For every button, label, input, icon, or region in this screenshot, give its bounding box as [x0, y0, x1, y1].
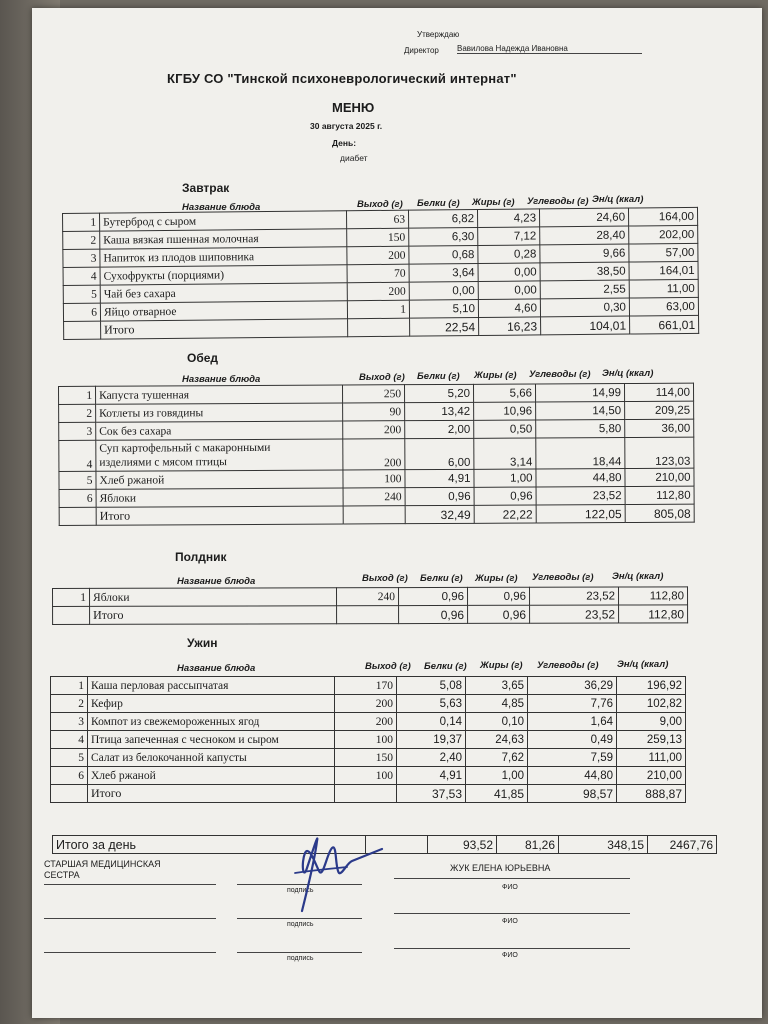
row-number: 6 — [63, 303, 100, 321]
dish-kcal: 9,00 — [617, 713, 686, 731]
role-line — [44, 952, 216, 953]
dish-name — [100, 211, 347, 231]
dish-fat: 0,10 — [466, 713, 528, 731]
fio-line — [394, 878, 630, 879]
col-protein-header: Белки (г) — [417, 198, 460, 209]
dish-output: 90 — [343, 403, 405, 421]
dish-kcal: 114,00 — [624, 383, 693, 401]
dish-fat: 0,96 — [467, 587, 529, 605]
dish-name-text: Яйцо отварное — [103, 305, 177, 319]
dish-fat: 7,12 — [478, 227, 540, 246]
dish-name-text: Кефир — [91, 697, 123, 710]
dish-name-text: Каша перловая рассыпчатая — [91, 679, 229, 692]
day-label: День: — [332, 138, 357, 148]
row-number: 5 — [59, 471, 96, 489]
total-label: Итого — [90, 606, 337, 625]
total-label: Итого — [96, 506, 343, 525]
row-number: 1 — [53, 588, 90, 606]
dish-name — [96, 470, 343, 489]
total-carbs: 23,52 — [530, 605, 619, 623]
col-carbs-header: Углеводы (г) — [527, 196, 589, 207]
dish-output: 240 — [343, 488, 405, 506]
dish-carbs: 1,64 — [528, 713, 617, 731]
dish-output: 70 — [347, 264, 409, 283]
sign-line — [237, 952, 362, 953]
menu-sheet — [32, 8, 762, 1018]
dinner-table — [50, 676, 686, 803]
dish-name-text: Хлеб ржаной — [91, 769, 156, 782]
dish-name-text: Чай без сахара — [103, 287, 176, 301]
total-carbs: 122,05 — [536, 505, 625, 523]
dish-output: 200 — [343, 421, 405, 439]
dish-name — [100, 301, 347, 321]
fio-line — [394, 948, 630, 949]
sign-caption: подпись — [287, 955, 314, 962]
section-breakfast-title: Завтрак — [182, 181, 230, 195]
dish-fat: 10,96 — [474, 402, 536, 420]
col-kcal-header: Эн/ц (ккал) — [612, 571, 664, 582]
col-fat-header: Жиры (г) — [474, 370, 517, 381]
total-kcal: 112,80 — [619, 605, 688, 623]
total-fat: 16,23 — [479, 317, 541, 336]
row-number: 2 — [59, 404, 96, 422]
dish-fat: 0,28 — [478, 245, 540, 264]
fio-caption: ФИО — [502, 918, 518, 925]
dish-carbs: 36,29 — [528, 677, 617, 695]
dish-output: 240 — [337, 588, 399, 606]
day-total-fat: 81,26 — [497, 836, 559, 854]
approval-role: Директор — [404, 46, 439, 55]
dish-protein: 2,00 — [405, 420, 474, 438]
dish-kcal: 112,80 — [625, 486, 694, 504]
total-protein: 37,53 — [397, 785, 466, 803]
table-row — [51, 731, 686, 749]
row-number: 2 — [63, 231, 100, 249]
institution-name: КГБУ СО "Тинской психоневрологический интернат" — [167, 71, 517, 86]
dish-name-text-cont: изделиями с мясом птицы — [99, 456, 227, 469]
row-number: 1 — [59, 386, 96, 404]
total-kcal: 661,01 — [630, 315, 699, 334]
table-row — [59, 437, 694, 471]
row-number: 3 — [51, 713, 88, 731]
dish-kcal: 63,00 — [629, 297, 698, 316]
day-total-kcal: 2467,76 — [648, 836, 717, 854]
dish-carbs: 5,80 — [536, 420, 625, 438]
total-fat: 0,96 — [468, 605, 530, 623]
dish-name-text: Суп картофельный с макаронными — [99, 441, 271, 455]
col-kcal-header: Эн/ц (ккал) — [602, 368, 654, 379]
dish-protein: 6,30 — [409, 228, 478, 247]
dish-fat: 3,65 — [466, 677, 528, 695]
row-number: 4 — [51, 731, 88, 749]
dish-protein: 5,08 — [397, 677, 466, 695]
day-total-protein: 93,52 — [428, 836, 497, 854]
col-name-header: Название блюда — [182, 374, 261, 385]
dish-protein: 13,42 — [405, 402, 474, 420]
dish-fat: 1,00 — [466, 767, 528, 785]
dish-kcal: 11,00 — [629, 279, 698, 298]
row-number: 6 — [51, 767, 88, 785]
dish-kcal: 123,03 — [625, 437, 694, 468]
dish-kcal: 259,13 — [617, 731, 686, 749]
dish-carbs: 7,76 — [528, 695, 617, 713]
dish-kcal: 36,00 — [625, 419, 694, 437]
dish-carbs: 14,50 — [536, 402, 625, 420]
col-kcal-header: Эн/ц (ккал) — [592, 194, 644, 205]
dish-name — [88, 695, 335, 713]
table-row — [53, 587, 688, 607]
dish-output: 100 — [335, 731, 397, 749]
dish-name-text: Хлеб ржаной — [99, 473, 165, 487]
dish-fat: 7,62 — [466, 749, 528, 767]
breakfast-table — [62, 207, 699, 340]
dish-name-text: Котлеты из говядины — [99, 406, 204, 420]
dish-name-text: Сухофрукты (порциями) — [103, 268, 225, 283]
row-number: 5 — [63, 285, 100, 303]
dish-output: 200 — [347, 282, 409, 301]
total-label: Итого — [88, 785, 335, 803]
dish-protein: 4,91 — [405, 469, 474, 487]
approval-person: Вавилова Надежда Ивановна — [457, 44, 642, 54]
row-number: 3 — [59, 422, 96, 440]
dish-carbs: 44,80 — [536, 469, 625, 487]
dish-carbs: 28,40 — [540, 226, 629, 245]
dish-name — [100, 247, 347, 267]
dish-name — [96, 403, 343, 422]
dish-name-text: Птица запеченная с чесноком и сыром — [91, 733, 279, 746]
section-dinner-title: Ужин — [187, 636, 218, 650]
dish-protein: 0,68 — [409, 246, 478, 265]
dish-kcal: 210,00 — [617, 767, 686, 785]
dish-name-text: Сок без сахара — [99, 424, 172, 438]
col-kcal-header: Эн/ц (ккал) — [617, 659, 669, 670]
dish-protein: 5,20 — [404, 384, 473, 402]
role-line — [44, 918, 216, 919]
dish-output: 63 — [346, 210, 408, 229]
dish-name — [96, 421, 343, 440]
total-protein: 22,54 — [410, 318, 479, 337]
table-row — [51, 677, 686, 695]
dish-protein: 5,10 — [409, 300, 478, 319]
dish-fat: 4,60 — [478, 299, 540, 318]
dish-name — [100, 265, 347, 285]
col-name-header: Название блюда — [177, 576, 256, 587]
dish-protein: 3,64 — [409, 264, 478, 283]
col-name-header: Название блюда — [182, 202, 261, 213]
dish-fat: 1,00 — [474, 469, 536, 487]
col-name-header: Название блюда — [177, 663, 256, 674]
table-row — [51, 713, 686, 731]
approval-label: Утверждаю — [417, 30, 460, 39]
col-out-header: Выход (г) — [359, 372, 405, 383]
dish-fat: 24,63 — [466, 731, 528, 749]
page-title: МЕНЮ — [332, 100, 375, 115]
total-carbs: 104,01 — [541, 316, 630, 335]
row-number: 4 — [63, 267, 100, 285]
row-number: 3 — [63, 249, 100, 267]
col-fat-header: Жиры (г) — [480, 660, 523, 671]
dish-name — [100, 229, 347, 249]
role-line — [44, 884, 216, 885]
table-row — [51, 767, 686, 785]
dish-carbs: 0,49 — [528, 731, 617, 749]
dish-protein: 0,00 — [409, 282, 478, 301]
total-kcal: 805,08 — [625, 504, 694, 522]
dish-fat: 0,96 — [474, 487, 536, 505]
snack-table — [52, 586, 688, 625]
dish-output: 100 — [343, 470, 405, 488]
dish-protein: 0,96 — [399, 587, 468, 605]
sign-caption: подпись — [287, 887, 314, 894]
dish-name-text: Яблоки — [99, 492, 137, 505]
dish-protein: 6,00 — [405, 438, 474, 469]
dish-name — [88, 767, 335, 785]
total-protein: 0,96 — [399, 605, 468, 623]
row-number: 4 — [59, 440, 96, 471]
dish-protein: 0,14 — [397, 713, 466, 731]
dish-name — [96, 439, 343, 471]
dish-output: 170 — [335, 677, 397, 695]
total-label: Итого — [101, 319, 348, 339]
handwritten-signature — [257, 823, 387, 923]
dish-carbs: 23,52 — [536, 487, 625, 505]
dish-fat: 5,66 — [473, 384, 535, 402]
dish-protein: 5,63 — [397, 695, 466, 713]
dish-kcal: 111,00 — [617, 749, 686, 767]
dish-output: 150 — [335, 749, 397, 767]
dish-fat: 0,50 — [474, 420, 536, 438]
dish-kcal: 57,00 — [629, 243, 698, 262]
dish-output: 250 — [342, 385, 404, 403]
signature-role: СТАРШАЯ МЕДИЦИНСКАЯ СЕСТРА — [44, 859, 161, 880]
dish-protein: 0,96 — [405, 487, 474, 505]
dish-output: 1 — [347, 300, 409, 319]
dish-name-text: Каша вязкая пшенная молочная — [103, 232, 259, 247]
total-row — [53, 605, 688, 625]
row-number: 5 — [51, 749, 88, 767]
dish-name-text: Салат из белокочанной капусты — [91, 751, 247, 764]
total-carbs: 98,57 — [528, 785, 617, 803]
dish-carbs: 38,50 — [540, 262, 629, 281]
dish-output: 200 — [335, 713, 397, 731]
dish-fat: 3,14 — [474, 438, 536, 469]
dish-fat: 4,85 — [466, 695, 528, 713]
col-fat-header: Жиры (г) — [475, 573, 518, 584]
dish-name-text: Бутерброд с сыром — [103, 215, 197, 229]
col-out-header: Выход (г) — [362, 573, 408, 584]
col-protein-header: Белки (г) — [420, 573, 463, 584]
dish-output: 200 — [335, 695, 397, 713]
dish-kcal: 210,00 — [625, 468, 694, 486]
dish-name-text: Напиток из плодов шиповника — [103, 250, 255, 265]
section-snack-title: Полдник — [175, 550, 227, 564]
fio-caption: ФИО — [502, 884, 518, 891]
dish-name — [88, 677, 335, 695]
lunch-table — [58, 383, 695, 526]
dish-name — [96, 488, 343, 507]
dish-fat: 4,23 — [477, 209, 539, 228]
row-number: 6 — [59, 489, 96, 507]
dish-output: 200 — [347, 246, 409, 265]
dish-protein: 4,91 — [397, 767, 466, 785]
dish-carbs: 0,30 — [540, 298, 629, 317]
dish-name — [88, 713, 335, 731]
day-total-carbs: 348,15 — [559, 836, 648, 854]
fio-line — [394, 913, 630, 914]
total-protein: 32,49 — [405, 505, 474, 523]
row-number: 1 — [63, 213, 100, 231]
col-out-header: Выход (г) — [357, 199, 403, 210]
dish-carbs: 14,99 — [535, 384, 624, 402]
row-number: 1 — [51, 677, 88, 695]
col-protein-header: Белки (г) — [417, 371, 460, 382]
total-fat: 22,22 — [474, 505, 536, 523]
dish-output: 150 — [347, 228, 409, 247]
day-total-label: Итого за день — [53, 836, 366, 854]
dish-name — [96, 385, 343, 404]
col-carbs-header: Углеводы (г) — [532, 572, 594, 583]
dish-fat: 0,00 — [478, 281, 540, 300]
dish-carbs: 18,44 — [536, 438, 625, 469]
dish-output: 100 — [335, 767, 397, 785]
dish-protein: 6,82 — [408, 210, 477, 229]
dish-kcal: 209,25 — [625, 401, 694, 419]
col-out-header: Выход (г) — [365, 661, 411, 672]
signature-name: ЖУК ЕЛЕНА ЮРЬЕВНА — [450, 863, 551, 873]
dish-kcal: 112,80 — [618, 587, 687, 605]
dish-carbs: 23,52 — [529, 587, 618, 605]
dish-name-text: Компот из свежемороженных ягод — [91, 715, 260, 728]
col-fat-header: Жиры (г) — [472, 197, 515, 208]
section-lunch-title: Обед — [187, 351, 219, 365]
total-row — [59, 504, 694, 525]
dish-carbs: 44,80 — [528, 767, 617, 785]
dish-kcal: 102,82 — [617, 695, 686, 713]
total-kcal: 888,87 — [617, 785, 686, 803]
table-row — [51, 749, 686, 767]
dish-protein: 2,40 — [397, 749, 466, 767]
dish-carbs: 7,59 — [528, 749, 617, 767]
total-fat: 41,85 — [466, 785, 528, 803]
col-protein-header: Белки (г) — [424, 661, 467, 672]
dish-carbs: 2,55 — [540, 280, 629, 299]
fio-caption: ФИО — [502, 952, 518, 959]
dish-kcal: 202,00 — [629, 225, 698, 244]
dish-kcal: 196,92 — [617, 677, 686, 695]
table-row — [51, 695, 686, 713]
dish-carbs: 24,60 — [539, 208, 628, 227]
sign-caption: подпись — [287, 921, 314, 928]
dish-carbs: 9,66 — [540, 244, 629, 263]
menu-date: 30 августа 2025 г. — [310, 121, 383, 131]
dish-name — [90, 588, 337, 607]
total-row — [51, 785, 686, 803]
dish-name-text: Яблоки — [93, 591, 130, 604]
dish-protein: 19,37 — [397, 731, 466, 749]
dish-name — [100, 283, 347, 303]
col-carbs-header: Углеводы (г) — [537, 660, 599, 671]
row-number: 2 — [51, 695, 88, 713]
dish-name-text: Капуста тушенная — [99, 388, 190, 402]
dish-name — [88, 749, 335, 767]
diet-label: диабет — [340, 153, 368, 163]
dish-fat: 0,00 — [478, 263, 540, 282]
col-carbs-header: Углеводы (г) — [529, 369, 591, 380]
dish-kcal: 164,01 — [629, 261, 698, 280]
dish-output: 200 — [343, 439, 405, 470]
dish-kcal: 164,00 — [628, 207, 697, 226]
dish-name — [88, 731, 335, 749]
